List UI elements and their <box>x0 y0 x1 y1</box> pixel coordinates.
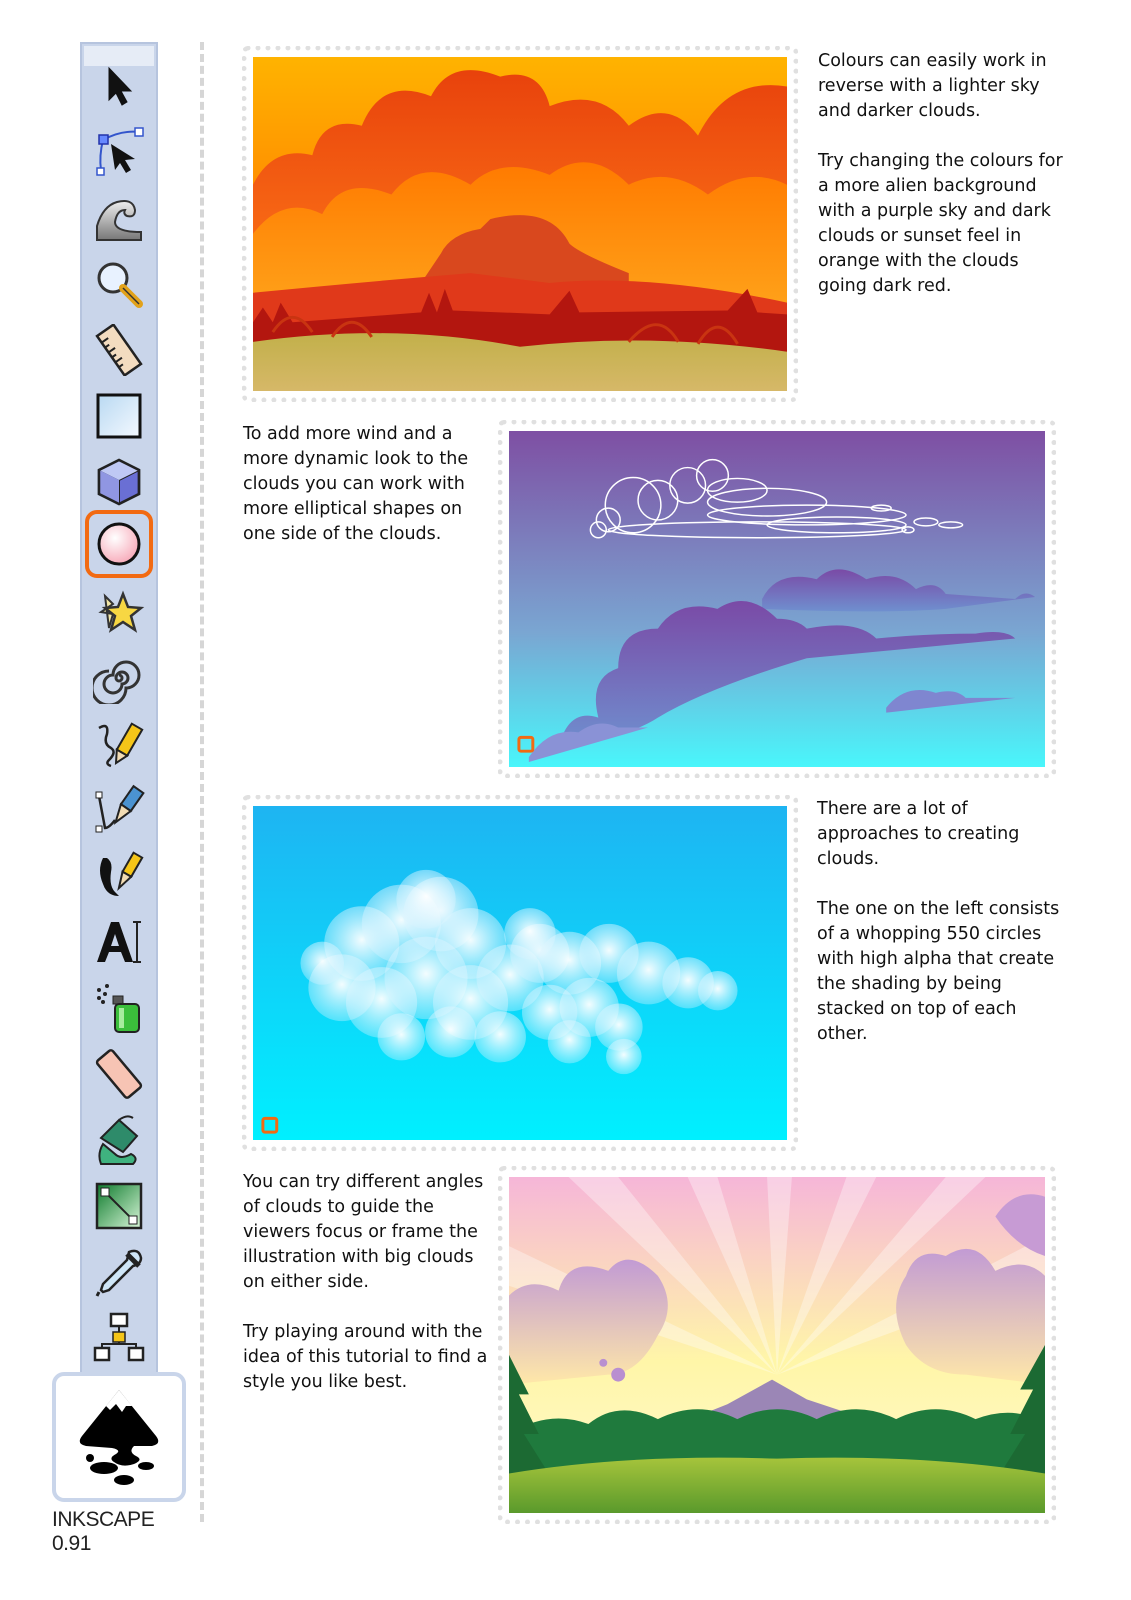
pen-bezier-icon <box>93 784 145 836</box>
gradient-icon <box>93 1180 145 1232</box>
tweak-tool[interactable] <box>91 190 147 246</box>
rectangle-icon <box>93 390 145 442</box>
sunset-text <box>818 49 1068 299</box>
inkscape-toolbox <box>80 42 158 1382</box>
ellipse-icon <box>93 518 145 570</box>
ellipse-tool[interactable] <box>85 510 153 578</box>
zoom-tool[interactable] <box>91 256 147 312</box>
connector-icon <box>93 1312 145 1364</box>
circles-illustration-frame <box>242 795 798 1151</box>
connector-tool[interactable] <box>91 1310 147 1366</box>
inkscape-logo-box <box>52 1372 186 1502</box>
ruler-icon <box>93 324 145 376</box>
tweak-wave-icon <box>93 192 145 244</box>
rectangle-tool[interactable] <box>91 388 147 444</box>
sunrise-landscape-illustration <box>509 1177 1045 1513</box>
circles-paragraph-1: There are a lot of approaches to creating clouds. <box>817 799 1020 869</box>
vertical-divider <box>200 42 204 1522</box>
spiral-tool[interactable] <box>91 650 147 706</box>
wind-clouds-illustration <box>509 431 1045 767</box>
sunset-clouds-illustration <box>253 57 787 391</box>
sunrise-illustration-frame <box>498 1166 1056 1524</box>
pencil-tool[interactable] <box>91 716 147 772</box>
node-edit-icon <box>93 126 145 178</box>
circles-text <box>817 797 1067 1047</box>
3d-box-tool[interactable] <box>91 454 147 510</box>
magnifier-icon <box>93 258 145 310</box>
eraser-tool[interactable] <box>91 1046 147 1102</box>
star-tool[interactable] <box>91 584 147 640</box>
arrow-cursor-icon <box>99 64 139 108</box>
sunset-paragraph-1: Colours can easily work in reverse with a lighter sky and darker clouds. <box>818 51 1047 121</box>
angles-text <box>243 1170 488 1395</box>
measure-tool[interactable] <box>91 322 147 378</box>
inkscape-version-label: INKSCAPE 0.91 <box>52 1508 155 1555</box>
sunset-illustration-frame <box>242 46 798 402</box>
pen-tool[interactable] <box>91 782 147 838</box>
eraser-icon <box>93 1048 145 1100</box>
gradient-tool[interactable] <box>91 1178 147 1234</box>
inkscape-logo-icon <box>64 1382 174 1492</box>
dropper-tool[interactable] <box>91 1244 147 1300</box>
spray-tool[interactable] <box>91 980 147 1036</box>
wind-paragraph-1: To add more wind and a more dynamic look to the clouds you can work with more elliptical shapes on one side of the clouds. <box>243 424 469 544</box>
sunset-paragraph-2: Try changing the colours for a more alien background with a purple sky and dark clouds or sunset feel in orange with the clouds going dark red. <box>818 151 1063 296</box>
wind-illustration-frame <box>498 420 1056 778</box>
paint-bucket-tool[interactable] <box>91 1112 147 1168</box>
spray-can-icon <box>93 982 145 1034</box>
3d-box-icon <box>93 456 145 508</box>
pencil-icon <box>93 718 145 770</box>
wind-text <box>243 422 483 547</box>
spiral-icon <box>93 652 145 704</box>
calligraphy-tool[interactable] <box>91 848 147 904</box>
selector-tool[interactable] <box>91 58 147 114</box>
circles-paragraph-2: The one on the left consists of a whopping 550 circles with high alpha that create the shading by being stacked on top of each other. <box>817 899 1060 1044</box>
text-tool[interactable] <box>91 914 147 970</box>
text-A-icon <box>93 916 145 968</box>
star-icon <box>93 586 145 638</box>
node-tool[interactable] <box>91 124 147 180</box>
angles-paragraph-1: You can try different angles of clouds to guide the viewers focus or frame the illustration with big clouds on either side. <box>243 1172 484 1292</box>
paint-bucket-icon <box>93 1114 145 1166</box>
dropper-icon <box>93 1246 145 1298</box>
calligraphy-icon <box>93 850 145 902</box>
angles-paragraph-2: Try playing around with the idea of this tutorial to find a style you like best. <box>243 1322 488 1392</box>
circle-clouds-illustration <box>253 806 787 1140</box>
